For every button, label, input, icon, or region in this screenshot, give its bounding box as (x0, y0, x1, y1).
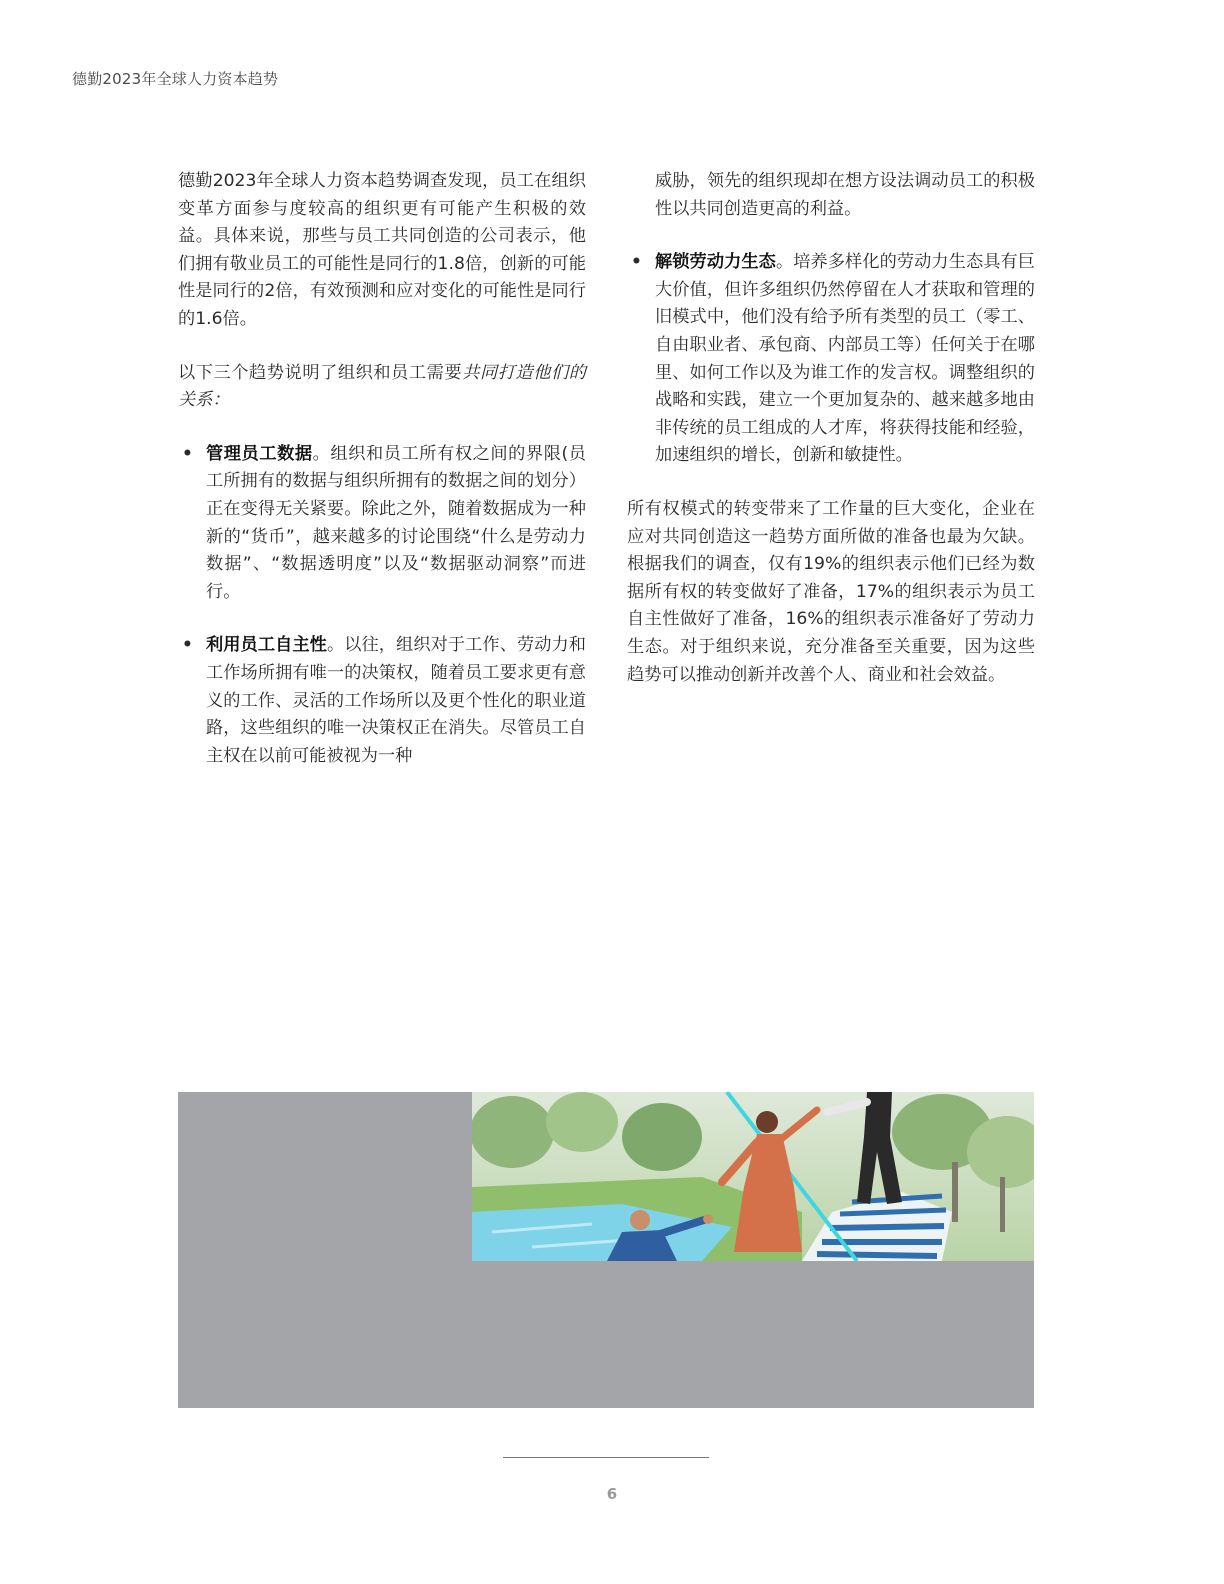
right-column (627, 168, 1035, 715)
bullet-title: 管理员工数据 (206, 443, 313, 464)
running-header: 德勤2023年全球人力资本趋势 (72, 70, 279, 88)
intro-paragraph: 德勤2023年全球人力资本趋势调查发现，员工在组织变革方面参与度较高的组织更有可能产生积极的效益。具体来说，那些与员工共同创造的公司表示，他们拥有敬业员工的可能性是同行的1.8倍，创新的可能性是同行的2倍，有效预测和应对变化的可能性是同行的1.6倍。 (178, 171, 586, 329)
lead-plain: 以下三个趋势说明了组织和员工需要 (178, 362, 463, 383)
bullet-dot-icon: • (182, 443, 193, 464)
closing-paragraph: 所有权模式的转变带来了工作量的巨大变化，企业在应对共同创造这一趋势方面所做的准备也最为欠缺。根据我们的调查，仅有19%的组织表示他们已经为数据所有权的转变做好了准备，17%的组织表示为员工自主性做好了准备，16%的组织表示准备好了劳动力生态。对于组织来说，充分准备至关重要，因为这些趋势可以推动创新并改善个人、商业和社会效益。 (627, 498, 1035, 685)
bullet-text: 。组织和员工所有权之间的界限(员工所拥有的数据与组织所拥有的数据之间的划分）正在变得无关紧要。除此之外，随着数据成为一种新的“货币”，越来越多的讨论围绕“什么是劳动力数据”、“数据透明度”以及“数据驱动洞察”而进行。 (206, 443, 586, 602)
bullet-dot-icon: • (182, 635, 193, 656)
page-number: 6 (606, 1485, 618, 1503)
lead-italic: 共同打造他们的关系： (178, 362, 586, 411)
bullet-dot-icon: • (631, 252, 642, 273)
lead-paragraph (178, 360, 586, 415)
bullet-title: 解锁劳动力生态 (655, 252, 776, 273)
bullet-manage-data (178, 441, 586, 607)
left-column (178, 168, 586, 796)
bullet-continuation (627, 168, 1035, 223)
illustration-panel (178, 1092, 1034, 1408)
bullet-text: 。以往，组织对于工作、劳动力和工作场所拥有唯一的决策权，随着员工要求更有意义的工作、灵活的工作场所以及更个性化的职业道路，这些组织的唯一决策权正在消失。尽管员工自主权在以前可能被视为一种 (206, 635, 586, 766)
cocreation-illustration (472, 1092, 1034, 1261)
bullet-workforce-ecosystem (627, 249, 1035, 470)
bullet-title: 利用员工自主性 (206, 635, 327, 656)
bullet-text: 。培养多样化的劳动力生态具有巨大价值，但许多组织仍然停留在人才获取和管理的旧模式中，他们没有给予所有类型的员工（零工、自由职业者、承包商、内部员工等）任何关于在哪里、如何工作以及为谁工作的发言权。调整组织的战略和实践，建立一个更加复杂的、越来越多地由非传统的员工组成的人才库，将获得技能和经验，加速组织的增长，创新和敏捷性。 (655, 252, 1035, 466)
bullet-employee-autonomy (178, 632, 586, 770)
footer-rule (503, 1457, 709, 1458)
bullet-continuation-text: 威胁，领先的组织现却在想方设法调动员工的积极性以共同创造更高的利益。 (655, 171, 1035, 219)
illustration-svg (472, 1092, 1034, 1261)
